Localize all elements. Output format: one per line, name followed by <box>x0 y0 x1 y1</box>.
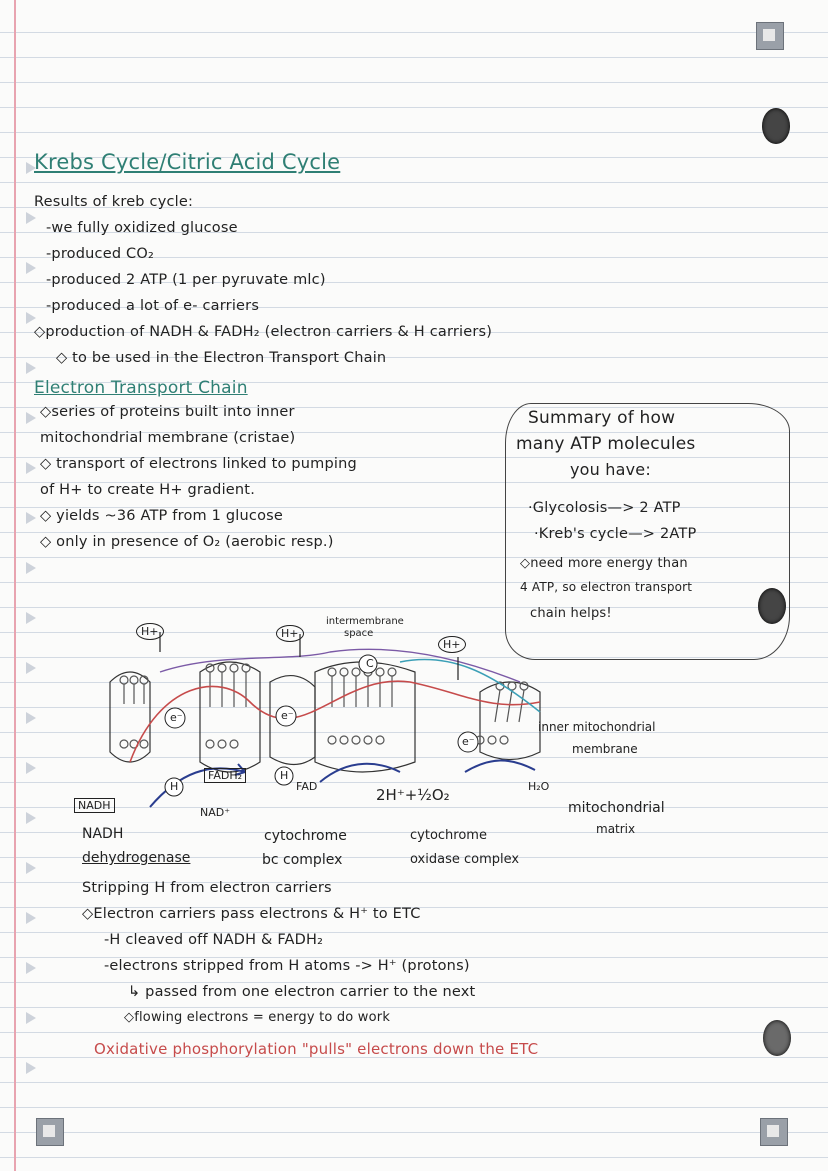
margin-arrow <box>26 612 36 624</box>
hplus-label: H+ <box>136 623 164 640</box>
complex-ii-shape <box>200 662 260 772</box>
intermembrane-label: space <box>344 628 374 639</box>
margin-arrow <box>26 312 36 324</box>
electron-label: e⁻ <box>462 735 475 748</box>
note-line: Stripping H from electron carriers <box>82 880 332 896</box>
margin-arrow <box>26 862 36 874</box>
matrix-label: matrix <box>596 822 636 836</box>
water-arrow <box>465 760 535 772</box>
complex-iii-shape <box>315 662 415 772</box>
summary-line: Summary of how <box>528 408 676 428</box>
punch-hole <box>763 1020 791 1056</box>
fad-label: FAD <box>296 780 318 793</box>
fadh2-arrow <box>320 764 400 782</box>
etc-line: ◇ only in presence of O₂ (aerobic resp.) <box>40 534 334 550</box>
intermembrane-label: intermembrane <box>326 616 404 627</box>
summary-note: 4 ATP, so electron transport <box>520 580 693 594</box>
margin-arrow <box>26 562 36 574</box>
page-title: Krebs Cycle/Citric Acid Cycle <box>34 150 341 174</box>
summary-line: many ATP molecules <box>516 434 696 454</box>
margin-arrow <box>26 462 36 474</box>
h-label: H <box>280 769 289 782</box>
krebs-bullet: -produced 2 ATP (1 per pyruvate mlc) <box>46 272 326 288</box>
krebs-bullet: ◇ to be used in the Electron Transport Chain <box>56 350 387 366</box>
margin-arrow <box>26 412 36 424</box>
krebs-bullet: -we fully oxidized glucose <box>46 220 238 236</box>
summary-line: you have: <box>570 460 651 479</box>
margin-arrow <box>26 212 36 224</box>
krebs-bullet: -produced CO₂ <box>46 246 155 262</box>
margin-arrow <box>26 712 36 724</box>
etc-line: ◇series of proteins built into inner <box>40 404 295 420</box>
nadh-label: NADH <box>74 798 115 813</box>
note-line: ◇flowing electrons = energy to do work <box>124 1010 391 1025</box>
electron-path-purple <box>160 649 520 682</box>
hplus-label: H+ <box>276 625 304 642</box>
krebs-bullet: ◇production of NADH & FADH₂ (electron carriers & H carriers) <box>34 324 493 340</box>
water-label: H₂O <box>528 780 550 793</box>
inner-membrane-label: membrane <box>572 742 638 756</box>
etc-line: ◇ yields ~36 ATP from 1 glucose <box>40 508 284 524</box>
cytochrome-bc-label: bc complex <box>262 852 343 868</box>
etc-heading: Electron Transport Chain <box>34 378 248 398</box>
h-label: H <box>170 780 179 793</box>
margin-arrow <box>26 512 36 524</box>
corner-mark-icon <box>760 1118 788 1146</box>
summary-note: chain helps! <box>530 606 612 621</box>
etc-line: of H+ to create H+ gradient. <box>40 482 256 498</box>
summary-note: ◇need more energy than <box>520 556 688 571</box>
electron-path-red <box>130 681 540 762</box>
etc-line: mitochondrial membrane (cristae) <box>40 430 296 446</box>
inner-membrane-label: inner mitochondrial <box>538 720 656 734</box>
fadh2-label: FADH₂ <box>204 768 246 783</box>
nadh-dehydrogenase-label: dehydrogenase <box>82 850 191 866</box>
summary-krebs: ·Kreb's cycle—> 2ATP <box>534 526 697 542</box>
summary-glycolysis: ·Glycolosis—> 2 ATP <box>528 500 681 516</box>
matrix-label: mitochondrial <box>568 800 665 816</box>
nadh-dehydrogenase-label: NADH <box>82 826 124 842</box>
note-line: ◇Electron carriers pass electrons & H⁺ to ETC <box>82 906 421 922</box>
punch-hole <box>762 108 790 144</box>
margin-line <box>14 0 16 1171</box>
etc-line: ◇ transport of electrons linked to pumping <box>40 456 357 472</box>
cytochrome-oxidase-label: cytochrome <box>410 828 487 843</box>
note-line: -H cleaved off NADH & FADH₂ <box>104 932 324 948</box>
nad-label: NAD⁺ <box>200 806 231 819</box>
note-line: -electrons stripped from H atoms -> H⁺ (protons) <box>104 958 470 974</box>
margin-arrow <box>26 362 36 374</box>
results-heading: Results of kreb cycle: <box>34 194 194 210</box>
margin-arrow <box>26 1062 36 1074</box>
electron-label: e⁻ <box>281 709 294 722</box>
margin-arrow <box>26 962 36 974</box>
note-line: ↳ passed from one electron carrier to the next <box>128 984 476 1000</box>
margin-arrow <box>26 912 36 924</box>
margin-arrow <box>26 262 36 274</box>
water-equation: 2H⁺+½O₂ <box>376 786 450 804</box>
margin-arrow <box>26 662 36 674</box>
complex-iv-shape <box>480 682 540 760</box>
margin-arrow <box>26 812 36 824</box>
corner-mark-icon <box>756 22 784 50</box>
cytochrome-c-label: C <box>366 657 374 670</box>
krebs-bullet: -produced a lot of e- carriers <box>46 298 260 314</box>
hplus-label: H+ <box>438 636 466 653</box>
cytochrome-oxidase-label: oxidase complex <box>410 852 520 867</box>
corner-mark-icon <box>36 1118 64 1146</box>
margin-arrow <box>26 1012 36 1024</box>
cytochrome-bc-label: cytochrome <box>264 828 347 844</box>
electron-label: e⁻ <box>170 711 183 724</box>
margin-arrow <box>26 762 36 774</box>
oxidative-phosphorylation-line: Oxidative phosphorylation "pulls" electrons down the ETC <box>94 1040 539 1058</box>
